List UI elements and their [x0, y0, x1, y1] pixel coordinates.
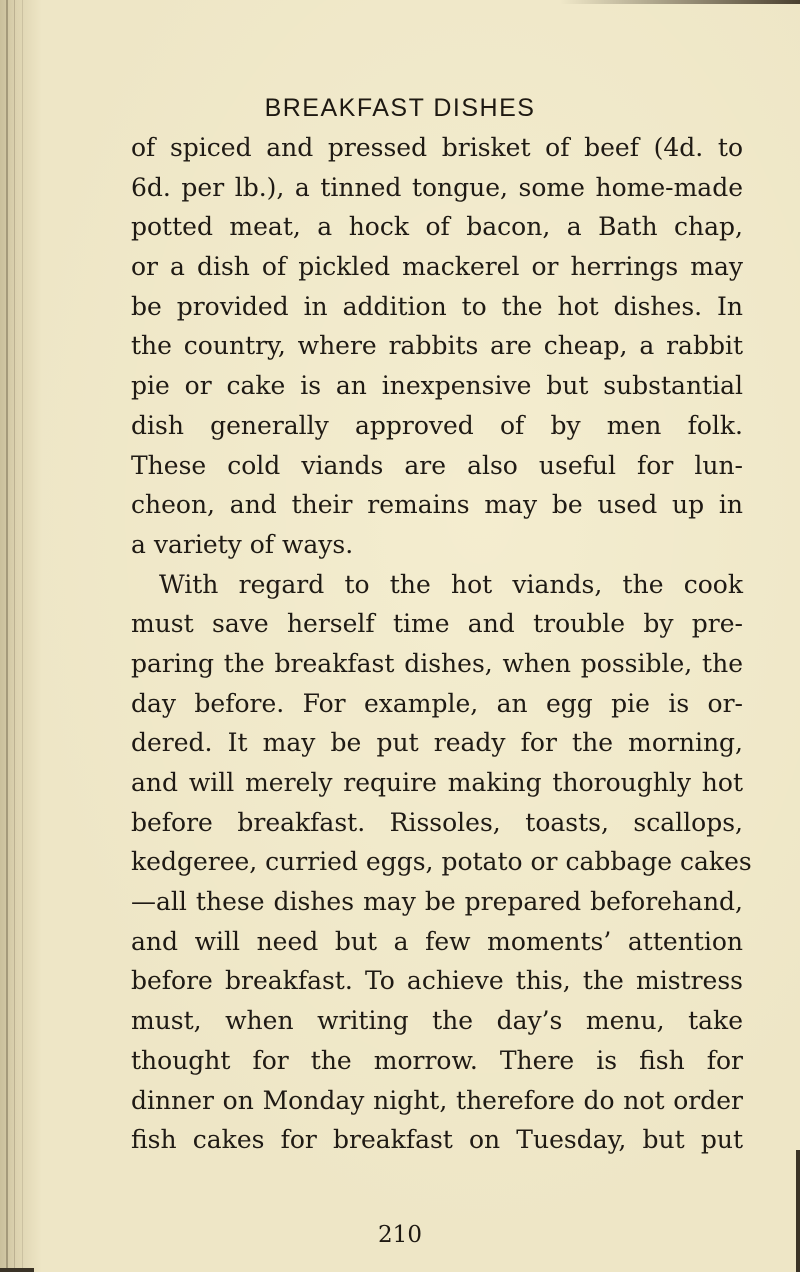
text-line: a variety of ways.: [131, 529, 354, 559]
page-edge-shadow-bottom: [0, 1268, 34, 1272]
running-header: BREAKFAST DISHES: [264, 94, 536, 122]
text-line: pie or cake is an inexpensive but substantial: [131, 371, 743, 401]
page-edge-shadow-top: [560, 0, 800, 4]
text-line: must, when writing the day’s menu, take: [131, 1006, 743, 1036]
gutter-shadow-line: [14, 0, 15, 1272]
text-line: kedgeree, curried eggs, potato or cabbage cakes: [131, 847, 752, 877]
text-line: of spiced and pressed brisket of beef (4d. to: [131, 133, 743, 162]
text-line: dinner on Monday night, therefore do not order: [131, 1085, 743, 1115]
text-line: thought for the morrow. There is fish for: [131, 1045, 743, 1075]
text-line: These cold viands are also useful for lun-: [131, 450, 743, 480]
gutter-shadow-line: [22, 0, 23, 1272]
text-line: or a dish of pickled mackerel or herrings may: [131, 252, 743, 282]
text-line: be provided in addition to the hot dishes. In: [131, 291, 743, 321]
text-line: dish generally approved of by men folk.: [131, 410, 743, 440]
text-line: 6d. per lb.), a tinned tongue, some home-made: [131, 172, 743, 202]
text-line: day before. For example, an egg pie is or-: [131, 688, 743, 718]
text-line: paring the breakfast dishes, when possible, the: [131, 648, 743, 678]
text-line: fish cakes for breakfast on Tuesday, but put: [131, 1125, 743, 1155]
binding-gutter: [0, 0, 42, 1272]
text-line: —all these dishes may be prepared beforehand,: [131, 887, 743, 917]
text-line: and will need but a few moments’ attention: [131, 926, 743, 956]
page-edge-shadow-right: [796, 1150, 800, 1272]
text-line: With regard to the hot viands, the cook: [159, 569, 743, 599]
text-line: the country, where rabbits are cheap, a rabbit: [131, 331, 743, 361]
text-line: and will merely require making thoroughly hot: [131, 768, 743, 797]
text-line: before breakfast. To achieve this, the mistress: [131, 966, 743, 996]
text-line: cheon, and their remains may be used up in: [131, 490, 743, 520]
text-line: before breakfast. Rissoles, toasts, scallops,: [131, 807, 743, 837]
text-line: dered. It may be put ready for the morning,: [131, 728, 743, 758]
text-line: must save herself time and trouble by pre-: [131, 609, 743, 639]
gutter-shadow-line: [6, 0, 8, 1272]
body-text: [131, 128, 752, 1160]
page-number: 210: [378, 1222, 422, 1248]
text-line: potted meat, a hock of bacon, a Bath chap,: [131, 212, 743, 242]
